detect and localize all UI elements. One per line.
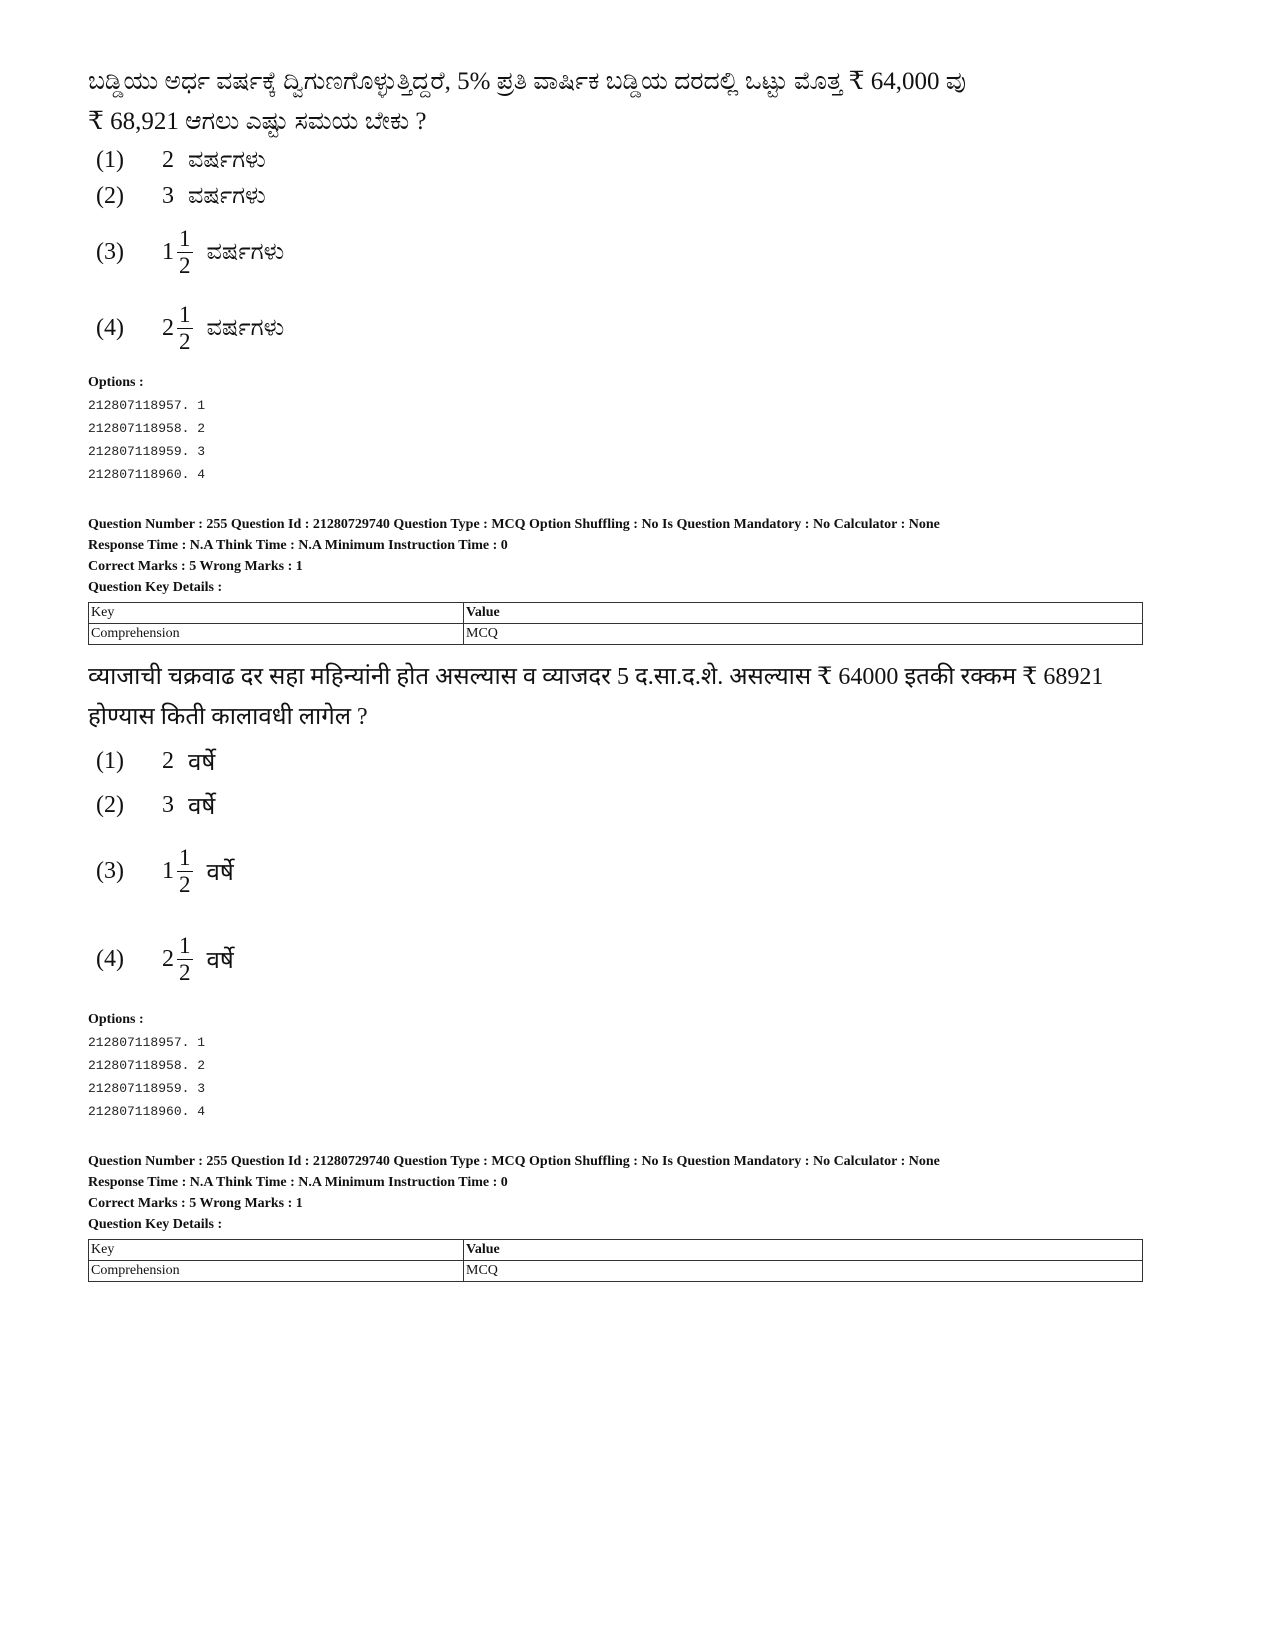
question-2-text-line-1: व्याजाची चक्रवाढ दर सहा महिन्यांनी होत असल्यास व व्याजदर 5 द.सा.द.शे. असल्यास ₹ 64000 इतकी रक्कम ₹ 68921 (88, 664, 1104, 690)
table-cell-value: MCQ (464, 624, 1143, 645)
question-meta-line: Question Number : 255 Question Id : 21280729740 Question Type : MCQ Option Shuffling : No Is Question Mandatory : No Calculator : None (88, 1154, 940, 1169)
table-header-value: Value (464, 603, 1143, 624)
question-2 (88, 657, 1198, 1123)
mixed-fraction: 2 $\frac{1}{2}$ (162, 301, 191, 354)
question-2-option-3: (3) 1 $\frac{1}{2}$ वर्षे (96, 844, 234, 897)
question-meta-line: Response Time : N.A Think Time : N.A Minimum Instruction Time : 0 (88, 538, 508, 553)
question-meta-line: Question Number : 255 Question Id : 21280729740 Question Type : MCQ Option Shuffling : No Is Question Mandatory : No Calculator : None (88, 517, 940, 532)
question-2-option-2: (2) 3 वर्षे (96, 791, 216, 820)
key-details-table (88, 602, 1143, 645)
question-1-option-2: (2) 3 ವರ್ಷಗಳು (96, 182, 266, 209)
question-meta-1 (88, 514, 1198, 645)
option-id: 212807118958. 2 (88, 1058, 206, 1073)
table-header-key: Key (89, 1240, 464, 1261)
question-1-option-1: (1) 2 ವರ್ಷಗಳು (96, 146, 266, 173)
option-id: 212807118960. 4 (88, 467, 206, 482)
question-meta-2 (88, 1151, 1198, 1282)
table-row (89, 603, 1143, 624)
question-2-text-line-2: होण्यास किती कालावधी लागेल ? (88, 704, 368, 730)
option-id: 212807118957. 1 (88, 398, 206, 413)
options-label: Options : (88, 1012, 144, 1027)
question-1-text-line-2: ₹ 68,921 ಆಗಲು ಎಷ್ಟು ಸಮಯ ಬೇಕು ? (88, 108, 427, 135)
options-label: Options : (88, 375, 144, 390)
question-1-option-4: (4) 2 $\frac{1}{2}$ ವರ್ಷಗಳು (96, 301, 285, 354)
question-key-details-label: Question Key Details : (88, 580, 223, 595)
table-row (89, 624, 1143, 645)
question-marks: Correct Marks : 5 Wrong Marks : 1 (88, 559, 303, 574)
mixed-fraction: 1 $\frac{1}{2}$ (162, 225, 191, 278)
mixed-fraction: 1 $\frac{1}{2}$ (162, 844, 191, 897)
document-page (88, 62, 1198, 1282)
question-key-details-label: Question Key Details : (88, 1217, 223, 1232)
table-row (89, 1261, 1143, 1282)
question-2-option-4: (4) 2 $\frac{1}{2}$ वर्षे (96, 932, 234, 985)
table-row (89, 1240, 1143, 1261)
key-details-table (88, 1239, 1143, 1282)
mixed-fraction: 2 $\frac{1}{2}$ (162, 932, 191, 985)
table-cell-key: Comprehension (89, 624, 464, 645)
table-header-value: Value (464, 1240, 1143, 1261)
option-id: 212807118959. 3 (88, 444, 206, 459)
table-header-key: Key (89, 603, 464, 624)
option-id: 212807118958. 2 (88, 421, 206, 436)
table-cell-key: Comprehension (89, 1261, 464, 1282)
question-2-option-1: (1) 2 वर्षे (96, 747, 216, 776)
question-meta-line: Response Time : N.A Think Time : N.A Minimum Instruction Time : 0 (88, 1175, 508, 1190)
question-1 (88, 62, 1198, 486)
question-marks: Correct Marks : 5 Wrong Marks : 1 (88, 1196, 303, 1211)
question-1-option-3: (3) 1 $\frac{1}{2}$ ವರ್ಷಗಳು (96, 225, 285, 278)
table-cell-value: MCQ (464, 1261, 1143, 1282)
option-id: 212807118960. 4 (88, 1104, 206, 1119)
option-id: 212807118957. 1 (88, 1035, 206, 1050)
option-id: 212807118959. 3 (88, 1081, 206, 1096)
question-1-text-line-1: ಬಡ್ಡಿಯು ಅರ್ಧ ವರ್ಷಕ್ಕೆ ದ್ವಿಗುಣಗೊಳ್ಳುತ್ತಿದ್ದರೆ, 5% ಪ್ರತಿ ವಾರ್ಷಿಕ ಬಡ್ಡಿಯ ದರದಲ್ಲಿ ಒಟ್ಟು ಮೊತ್ತ ₹ 64,000 ವು (88, 68, 967, 95)
